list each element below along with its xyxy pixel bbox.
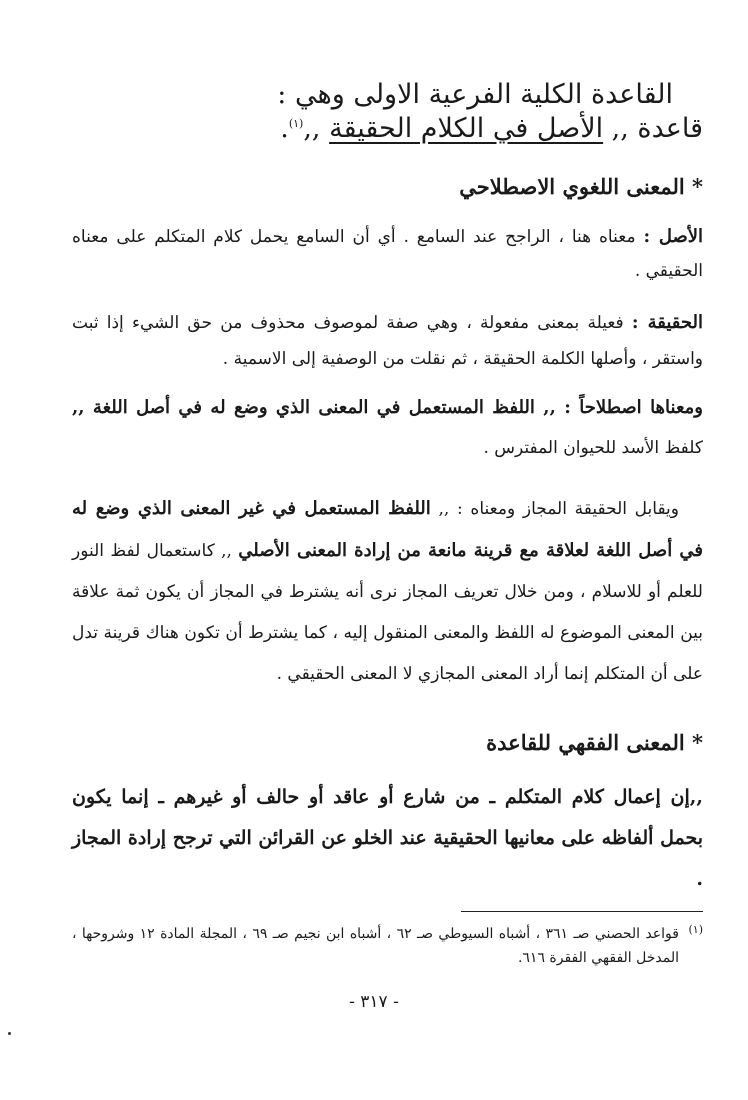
rule-title-line1: القاعدة الكلية الفرعية الاولى وهي : — [277, 79, 673, 110]
rule-title-prefix: قاعدة ,, — [603, 113, 703, 144]
paragraph-fiqh-meaning: ,,إن إعمال كلام المتكلم ـ من شارع أو عاقد أو حالف أو غيرهم ـ إنما يكون بحمل ألفاظه على معانيها الحقيقية عند الخلو عن القرائن التي ترجح إرادة المجاز . — [72, 786, 703, 890]
scan-mark — [8, 1032, 11, 1035]
footnote — [72, 922, 703, 970]
majaz-definition: اللفظ المستعمل في غير المعنى الذي وضع له في أصل اللغة لعلاقة مع قرينة مانعة من إرادة المعنى الأصلي — [72, 498, 703, 561]
rule-title-end: . — [280, 113, 289, 144]
term-istilah: ومعناها اصطلاحاً : ,, اللفظ المستعمل في المعنى الذي وضع له في أصل اللغة ,, — [72, 397, 703, 418]
term-asl: الأصل : — [643, 226, 704, 247]
footnote-text: قواعد الحصني صـ ٣٦١ ، أشباه السيوطي صـ ٦٢ ، أشباه ابن نجيم صـ ٦٩ ، المجلة المادة ١٢ وشروحها ، المدخل الفقهي الفقرة ٦١٦. — [72, 926, 679, 966]
paragraph-majaz — [72, 488, 703, 695]
paragraph-haqiqa — [72, 305, 703, 377]
paragraph-asl — [72, 220, 703, 288]
definition-haqiqa: فعيلة بمعنى مفعولة ، وهي صفة لموصوف محذوف من حق الشيء إذا ثبت واستقر ، وأصلها الكلمة الحقيقة ، ثم نقلت من الوصفية إلى الاسمية . — [72, 313, 703, 369]
footnote-divider — [461, 911, 703, 912]
section-heading-linguistic: * المعنى اللغوي الاصطلاحي — [459, 174, 703, 199]
example-istilah: كلفظ الأسد للحيوان المفترس . — [483, 438, 703, 458]
paragraph-istilah — [72, 388, 703, 468]
definition-asl: معناه هنا ، الراجح عند السامع . أي أن السامع يحمل كلام المتكلم على معناه الحقيقي . — [72, 227, 703, 281]
footnote-reference[interactable]: (١) — [288, 117, 304, 130]
rule-title-line2 — [72, 112, 703, 146]
majaz-intro: ويقابل الحقيقة المجاز ومعناه : ,, — [430, 499, 680, 519]
section-heading-fiqh: * المعنى الفقهي للقاعدة — [486, 730, 703, 755]
rule-title-suffix: ,, — [303, 113, 330, 144]
term-haqiqa: الحقيقة : — [631, 312, 703, 333]
page-number: - ٣١٧ - — [349, 992, 399, 1012]
majaz-explanation: ,, كاستعمال لفظ النور للعلم أو للاسلام ، ومن خلال تعريف المجاز نرى أنه يشترط في المجاز أن يكون ثمة علاقة بين المعنى الموضوع له اللفظ والمعنى المنقول إليه ، كما يشترط أن تكون هناك قرينة تدل على أن المتكلم إنما أراد المعنى المجازي لا المعنى الحقيقي . — [72, 541, 703, 684]
rule-title-name: الأصل في الكلام الحقيقة — [329, 113, 604, 144]
footnote-mark: (١) — [688, 923, 703, 936]
